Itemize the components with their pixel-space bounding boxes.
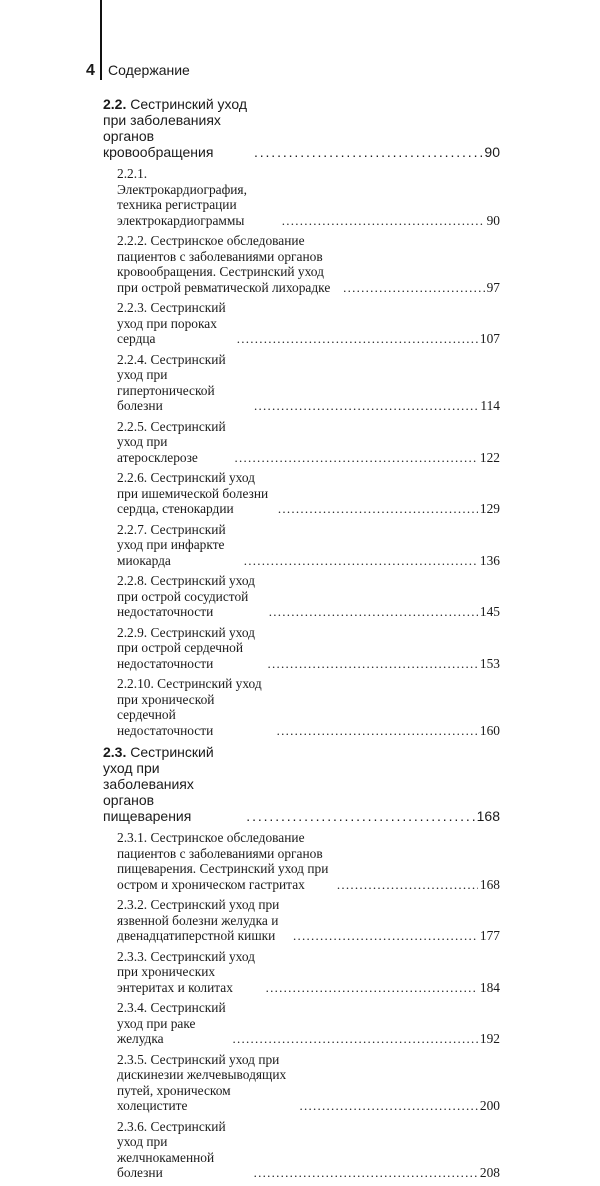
toc-chapter[interactable] [103, 96, 500, 160]
page-header [86, 62, 190, 80]
toc-item-text: 2.2.5. Сестринский уход при атеросклерозе [117, 418, 226, 465]
leader-dots [254, 398, 478, 414]
chapter-page: 90 [484, 144, 500, 160]
leader-dots [254, 1165, 478, 1181]
chapter-number: 2.3. [103, 744, 127, 760]
toc-item-page: 177 [479, 928, 500, 943]
toc-item[interactable] [103, 676, 500, 738]
leader-dots [268, 656, 478, 672]
toc-item-text: 2.2.10. Сестринский уход при хронической сердечной недостаточности [117, 676, 262, 738]
toc-item-text: 2.3.2. Сестринский уход при язвенной болезни желудка и двенадцатиперстной кишки [117, 897, 280, 943]
leader-dots [299, 1098, 477, 1114]
leader-dots [234, 450, 477, 466]
table-of-contents [103, 96, 500, 1186]
toc-item-text: 2.2.6. Сестринский уход при ишемической болезни сердца, стенокардии [117, 470, 269, 516]
toc-item-page: 107 [479, 331, 500, 346]
leader-dots [293, 928, 478, 944]
toc-item-page: 122 [479, 449, 500, 465]
leader-dots [278, 501, 478, 517]
toc-item[interactable] [103, 1052, 500, 1114]
toc-item-text: 2.2.3. Сестринский уход при пороках сердца [117, 300, 226, 346]
toc-item-page: 208 [479, 1165, 500, 1180]
toc-chapter[interactable] [103, 744, 500, 824]
toc-item[interactable] [103, 1000, 500, 1047]
toc-item[interactable] [103, 830, 500, 892]
toc-item[interactable] [103, 233, 500, 295]
chapter-page: 168 [476, 808, 500, 824]
toc-item[interactable] [103, 352, 500, 414]
toc-item-page: 192 [479, 1031, 500, 1046]
toc-item-page: 184 [479, 979, 500, 995]
chapter-title: Сестринский уход при заболеваниях органов кровообращения [103, 96, 248, 160]
toc-item-page: 200 [479, 1098, 500, 1113]
leader-dots [343, 280, 484, 296]
page-number: 4 [86, 62, 95, 79]
toc-item-text: 2.2.8. Сестринский уход при острой сосудистой недостаточности [117, 573, 255, 619]
toc-item-text: 2.3.1. Сестринское обследование пациентов с заболеваниями органов пищеварения. Сестринский уход при остром и хроническом гастритах [117, 830, 329, 892]
toc-item-text: 2.2.1. Электрокардиография, техника регистрации электрокардиограммы [117, 166, 247, 228]
toc-item[interactable] [103, 625, 500, 672]
toc-item-text: 2.2.2. Сестринское обследование пациентов с заболеваниями органов кровообращения. Сестринский уход при острой ревматической лихорадке [117, 233, 331, 295]
leader-dots [246, 808, 474, 824]
chapter-title: Сестринский уход при заболеваниях органов пищеварения [103, 744, 214, 824]
toc-item-text: 2.3.3. Сестринский уход при хронических энтеритах и колитах [117, 948, 255, 995]
toc-item-text: 2.3.6. Сестринский уход при желчнокаменной болезни [117, 1118, 226, 1180]
toc-item[interactable] [103, 470, 500, 517]
leader-dots [277, 723, 478, 739]
toc-item-text: 2.3.5. Сестринский уход при дискинезии желчевыводящих путей, хроническом холецистите [117, 1051, 287, 1113]
toc-item-page: 114 [480, 398, 500, 413]
toc-item-page: 168 [479, 876, 500, 892]
toc-item-text: 2.2.9. Сестринский уход при острой сердечной недостаточности [117, 624, 255, 671]
chapter-number: 2.2. [103, 96, 127, 112]
toc-item[interactable] [103, 522, 500, 569]
leader-dots [254, 144, 482, 160]
toc-item-text: 2.2.4. Сестринский уход при гипертонической болезни [117, 351, 226, 413]
toc-item-page: 153 [479, 655, 500, 671]
leader-dots [233, 1031, 478, 1047]
section-title: Содержание [108, 62, 190, 78]
toc-item[interactable] [103, 949, 500, 996]
toc-item-text: 2.3.4. Сестринский уход при раке желудка [117, 1000, 226, 1046]
leader-dots [237, 331, 478, 347]
toc-item[interactable] [103, 573, 500, 620]
leader-dots [282, 213, 485, 229]
toc-item[interactable] [103, 419, 500, 466]
toc-item-text: 2.2.7. Сестринский уход при инфаркте миокарда [117, 521, 226, 568]
toc-item-page: 90 [486, 212, 500, 228]
toc-item-page: 145 [479, 604, 500, 619]
toc-item[interactable] [103, 897, 500, 944]
leader-dots [266, 980, 478, 996]
toc-item-page: 97 [486, 279, 500, 295]
toc-item-page: 160 [479, 722, 500, 738]
toc-item[interactable] [103, 166, 500, 228]
leader-dots [244, 553, 478, 569]
toc-item-page: 129 [479, 501, 500, 516]
toc-item-page: 136 [479, 552, 500, 568]
leader-dots [269, 604, 478, 620]
leader-dots [337, 877, 478, 893]
toc-item[interactable] [103, 300, 500, 347]
toc-item[interactable] [103, 1119, 500, 1181]
